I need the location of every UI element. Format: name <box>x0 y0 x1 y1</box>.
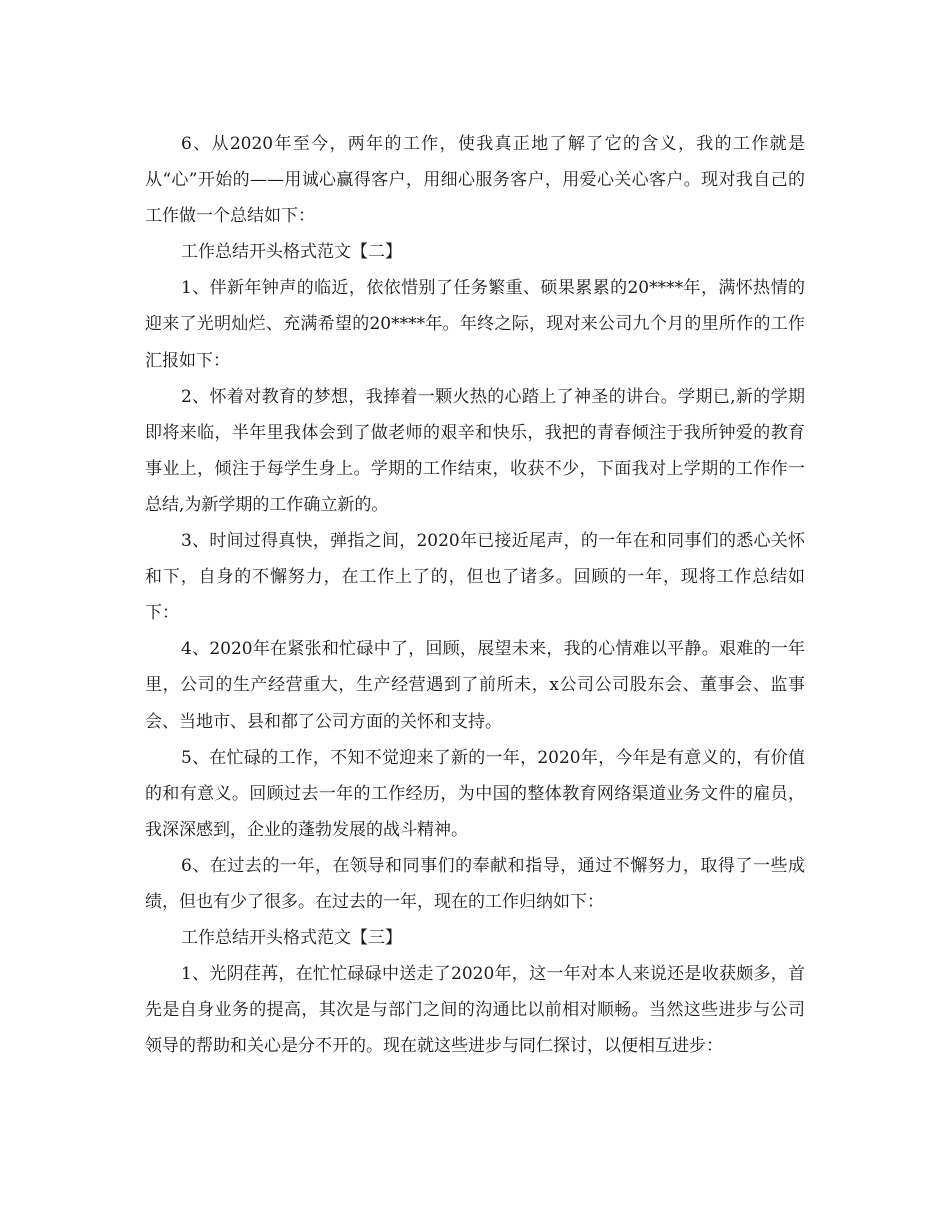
paragraph-5: 4、2020年在紧张和忙碌中了，回顾，展望未来，我的心情难以平静。艰难的一年里，公司的生产经营重大，生产经营遇到了前所未，x公司公司股东会、董事会、监事会、当地市、县和都了公司方面的关怀和支持。 <box>145 639 805 732</box>
paragraph-1: 6、从2020年至今，两年的工作，使我真正地了解了它的含义，我的工作就是从“心”开始的——用诚心赢得客户，用细心服务客户，用爱心关心客户。现对我自己的工作做一个总结如下： <box>145 134 805 227</box>
paragraph-6: 5、在忙碌的工作，不知不觉迎来了新的一年，2020年，今年是有意义的，有价值的和有意义。回顾过去一年的工作经历，为中国的整体教育网络渠道业务文件的雇员，我深深感到，企业的蓬勃发展的战斗精神。 <box>145 747 805 840</box>
paragraph-8: 1、光阴荏苒，在忙忙碌碌中送走了2020年，这一年对本人来说还是收获颇多，首先是自身业务的提高，其次是与部门之间的沟通比以前相对顺畅。当然这些进步与公司领导的帮助和关心是分不开的。现在就这些进步与同仁探讨，以便相互进步： <box>145 964 805 1057</box>
paragraph-4: 3、时间过得真快，弹指之间，2020年已接近尾声，的一年在和同事们的悉心关怀和下，自身的不懈努力，在工作上了的，但也了诸多。回顾的一年，现将工作总结如下： <box>145 531 805 624</box>
document-body <box>145 126 805 1064</box>
section-heading-3: 工作总结开头格式范文【三】 <box>181 928 402 949</box>
paragraph-2: 1、伴新年钟声的临近，依依惜别了任务繁重、硕果累累的20****年，满怀热情的迎来了光明灿烂、充满希望的20****年。年终之际，现对来公司九个月的里所作的工作汇报如下： <box>145 278 805 371</box>
section-heading-2: 工作总结开头格式范文【二】 <box>181 242 402 263</box>
paragraph-7: 6、在过去的一年，在领导和同事们的奉献和指导，通过不懈努力，取得了一些成绩，但也有少了很多。在过去的一年，现在的工作归纳如下： <box>145 855 805 912</box>
paragraph-3: 2、怀着对教育的梦想，我捧着一颗火热的心踏上了神圣的讲台。学期已,新的学期即将来临，半年里我体会到了做老师的艰辛和快乐，我把的青春倾注于我所钟爱的教育事业上，倾注于每学生身上。学期的工作结束，收获不少，下面我对上学期的工作作一总结,为新学期的工作确立新的。 <box>145 386 805 515</box>
